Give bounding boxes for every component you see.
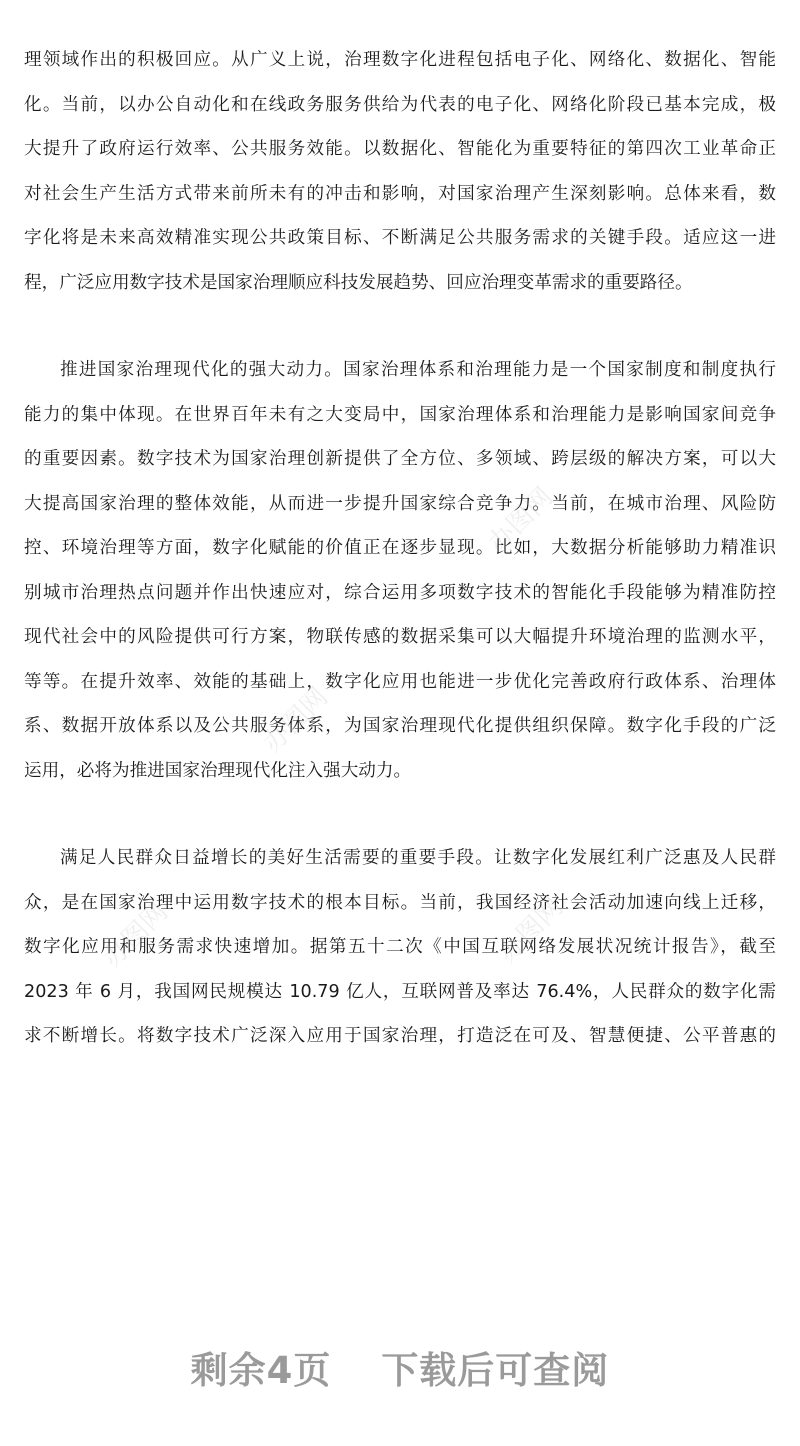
text-line: 满足人民群众日益增长的美好生活需要的重要手段。让数字化发展红利广泛惠及人民群 — [60, 848, 776, 868]
text-line: 理领域作出的积极回应。从广义上说，治理数字化进程包括电子化、网络化、数据化、智能 — [24, 50, 776, 70]
paragraph-1 — [24, 38, 776, 305]
text-line: 现代社会中的风险提供可行方案，物联传感的数据采集可以大幅提升环境治理的监测水平， — [24, 627, 776, 647]
watermark: 办图网 — [257, 682, 334, 759]
text-line: 的重要因素。数字技术为国家治理创新提供了全方位、多领域、跨层级的解决方案，可以大 — [24, 449, 776, 469]
text-line: 别城市治理热点问题并作出快速应对，综合运用多项数字技术的智能化手段能够为精准防控 — [24, 582, 776, 603]
download-banner[interactable] — [0, 1340, 800, 1400]
text-line: 众，是在国家治理中运用数字技术的根本目标。当前，我国经济社会活动加速向线上迁移， — [24, 892, 776, 913]
text-line: 字化将是未来高效精准实现公共政策目标、不断满足公共服务需求的关键手段。适应这一进 — [24, 228, 776, 248]
text-line: 程，广泛应用数字技术是国家治理顺应科技发展趋势、回应治理变革需求的重要路径。 — [24, 272, 693, 293]
text-line: 推进国家治理现代化的强大动力。国家治理体系和治理能力是一个国家制度和制度执行 — [60, 360, 776, 380]
watermark: 办图网 — [97, 897, 174, 974]
text-line: 对社会生产生活方式带来前所未有的冲击和影响，对国家治理产生深刻影响。总体来看，数 — [24, 183, 776, 204]
download-to-view-label[interactable]: 下载后可查阅 — [381, 1349, 610, 1392]
text-line: 等等。在提升效率、效能的基础上，数字化应用也能进一步优化完善政府行政体系、治理体 — [24, 671, 776, 692]
remaining-pages-label[interactable]: 剩余4页 — [190, 1349, 332, 1392]
text-line: 能力的集中体现。在世界百年未有之大变局中，国家治理体系和治理能力是影响国家间竞争 — [24, 404, 776, 425]
text-line: 化。当前，以办公自动化和在线政务服务供给为代表的电子化、网络化阶段已基本完成，极 — [24, 94, 776, 115]
watermark: 办图网 — [492, 892, 569, 969]
text-line: 2023 年 6 月，我国网民规模达 10.79 亿人，互联网普及率达 76.4%，人民群众的数字化需 — [24, 981, 776, 1002]
text-line: 求不断增长。将数字技术广泛深入应用于国家治理，打造泛在可及、智慧便捷、公平普惠的 — [24, 1026, 776, 1046]
text-line: 系、数据开放体系以及公共服务体系，为国家治理现代化提供组织保障。数字化手段的广泛 — [24, 716, 776, 736]
text-line: 控、环境治理等方面，数字化赋能的价值正在逐步显现。比如，大数据分析能够助力精准识 — [24, 538, 776, 558]
paragraph-2 — [24, 348, 776, 793]
document-body — [24, 38, 776, 1059]
text-line: 大提高国家治理的整体效能，从而进一步提升国家综合竞争力。当前，在城市治理、风险防 — [24, 493, 776, 514]
text-line: 运用，必将为推进国家治理现代化注入强大动力。 — [24, 760, 412, 781]
watermark: 办图网 — [482, 482, 559, 559]
text-line: 数字化应用和服务需求快速增加。据第五十二次《中国互联网络发展状况统计报告》，截至 — [24, 937, 776, 957]
paragraph-3 — [24, 836, 776, 1059]
text-line: 大提升了政府运行效率、公共服务效能。以数据化、智能化为重要特征的第四次工业革命正 — [24, 139, 776, 159]
